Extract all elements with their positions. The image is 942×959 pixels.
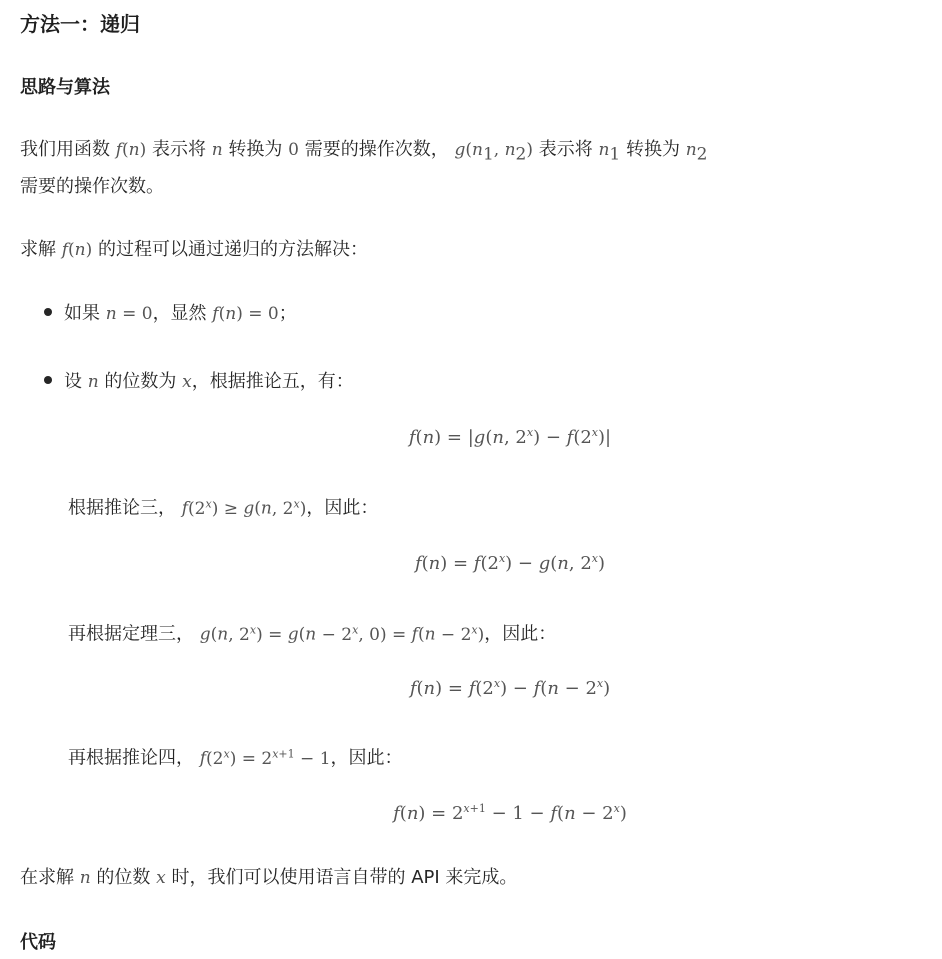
approach-heading: 思路与算法: [20, 77, 110, 98]
paragraph-corollary-4: 再根据推论四， $f(2^x) = 2^{x+1} - 1$，因此：: [68, 747, 403, 769]
paragraph-corollary-3: 根据推论三， $f(2^x) \ge g(n$, 2$^x$)，因此：: [68, 497, 379, 519]
list-item: 如果 n = 0，显然 f(n) = 0；: [44, 298, 297, 330]
paragraph-recursion: 求解 f(n) 的过程可以通过递归的方法解决：: [20, 239, 368, 260]
paragraph-theorem-3: 再根据定理三， g(n, $2^x) = g(n - 2^x$, $0) = f(n - 2^x)$，因此：: [68, 623, 557, 645]
equation: $f(n) = f(2^x) - f(n - 2^x)$: [409, 677, 611, 699]
bullet-icon: [44, 308, 52, 316]
code-heading: 代码: [20, 932, 56, 953]
list-item: 设 n 的位数为 x，根据推论五，有：: [44, 366, 354, 398]
equation: $f(n) = 2^{x+1} - 1 - f(n - 2^x)$: [393, 802, 627, 824]
method-title: 方法一：递归: [20, 12, 140, 36]
bullet-icon: [44, 376, 52, 384]
equation: f(n) = |g(n, $2^x) - f(2^x)|$: [408, 426, 612, 448]
paragraph-api: 在求解 n 的位数 x 时，我们可以使用语言自带的 API 来完成。: [20, 867, 518, 888]
paragraph-definition: 我们用函数 f(n) 表示将 n 转换为 0 需要的操作次数， $g(n_1$, $n_2$) 表示将 $n_1$ 转换为 $n_2$ 需要的操作次数。: [20, 139, 708, 197]
equation: $f(n) = f(2^x) - g(n$, 2$^x$): [414, 552, 606, 574]
